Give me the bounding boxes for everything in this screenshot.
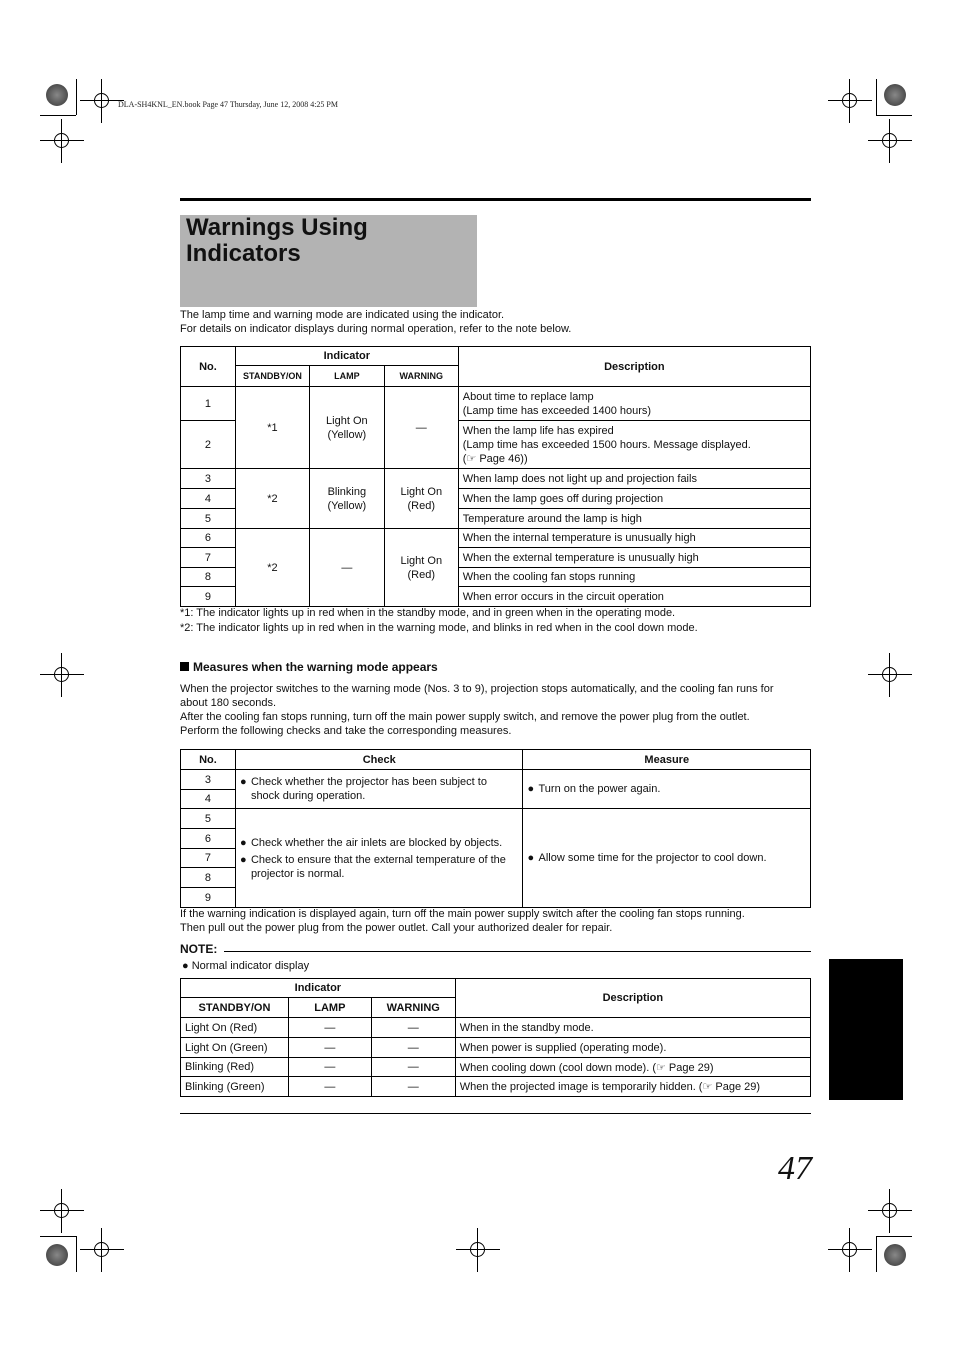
chapter-tab <box>829 959 903 1100</box>
check-cell <box>235 770 523 809</box>
book-file-header: DLA-SH4KNL_EN.book Page 47 Thursday, June 12, 2008 4:25 PM <box>118 100 338 109</box>
after-line: Then pull out the power plug from the power outlet. Call your authorized dealer for repair. <box>180 922 613 934</box>
crosshair-mark-icon <box>868 653 912 697</box>
row-no: 5 <box>181 509 236 529</box>
col-header-lamp: LAMP <box>288 998 371 1018</box>
page-title-box <box>180 215 477 307</box>
trim-line <box>40 1236 76 1237</box>
warning-indicator-table <box>180 346 811 607</box>
note-bullet-text: Normal indicator display <box>191 960 310 972</box>
bottom-rule <box>180 1113 811 1114</box>
section-line: After the cooling fan stops running, turn off the main power supply switch, and remove the power plug from the outlet. <box>180 711 750 723</box>
standby-cell: *1 <box>235 387 309 469</box>
trim-line <box>40 115 76 116</box>
col-header-check: Check <box>235 750 523 770</box>
trim-line <box>76 79 77 115</box>
lamp-cell: — <box>288 1058 371 1077</box>
trim-line <box>876 79 877 115</box>
note-bullet <box>182 959 309 973</box>
standby-cell: Blinking (Green) <box>181 1077 289 1097</box>
row-no: 6 <box>181 529 236 548</box>
standby-cell: Blinking (Red) <box>181 1058 289 1077</box>
normal-indicator-table <box>180 978 811 1097</box>
footnote-2: *2: The indicator lights up in red when in the warning mode, and blinks in red when in the cool down mode. <box>180 622 698 634</box>
warning-cell: — <box>371 1058 455 1077</box>
warning-cell: — <box>371 1038 455 1058</box>
square-bullet-icon <box>180 662 189 671</box>
footnotes <box>180 606 811 636</box>
measure-cell <box>523 770 811 809</box>
crosshair-mark-icon <box>40 119 84 163</box>
check-text: Check to ensure that the external temperature of the projector is normal. <box>250 853 506 880</box>
row-no: 9 <box>181 888 236 908</box>
crosshair-mark-icon <box>80 1228 124 1272</box>
section-heading-text: Measures when the warning mode appears <box>193 660 438 674</box>
row-no: 4 <box>181 489 236 509</box>
row-no: 8 <box>181 568 236 587</box>
lamp-cell: — <box>288 1077 371 1097</box>
col-header-description: Description <box>455 979 810 1018</box>
warning-cell: Light On (Red) <box>384 469 458 529</box>
note-label: NOTE: <box>180 942 218 956</box>
page-number: 47 <box>778 1150 812 1187</box>
crosshair-mark-icon <box>828 79 872 123</box>
crosshair-mark-icon <box>868 119 912 163</box>
standby-cell: *2 <box>235 529 309 607</box>
lamp-cell: — <box>288 1018 371 1038</box>
intro-line: For details on indicator displays during normal operation, refer to the note below. <box>180 323 572 335</box>
row-no: 3 <box>181 469 236 489</box>
check-cell <box>235 809 523 908</box>
warning-cell: — <box>384 387 458 469</box>
row-no: 2 <box>181 421 236 469</box>
warning-cell: — <box>371 1077 455 1097</box>
row-no: 9 <box>181 587 236 607</box>
crosshair-mark-icon <box>456 1228 500 1272</box>
measure-text: Turn on the power again. <box>538 783 661 795</box>
description-cell: When in the standby mode. <box>455 1018 810 1038</box>
top-rule <box>180 198 811 201</box>
row-no: 3 <box>181 770 236 790</box>
registration-disc-icon <box>46 1244 68 1266</box>
row-no: 6 <box>181 829 236 849</box>
row-no: 8 <box>181 868 236 888</box>
col-header-warning: WARNING <box>384 366 458 387</box>
page-title-line2: Indicators <box>186 240 301 267</box>
bullet-icon: ● <box>527 852 535 864</box>
row-no: 5 <box>181 809 236 829</box>
crosshair-mark-icon <box>40 1189 84 1233</box>
bullet-icon: ● <box>239 776 247 788</box>
col-header-indicator: Indicator <box>181 979 456 998</box>
description-cell: When the projected image is temporarily hidden. (☞ Page 29) <box>455 1077 810 1097</box>
section-heading <box>180 660 438 674</box>
note-rule <box>224 951 811 952</box>
check-text: Check whether the projector has been subject to shock during operation. <box>250 776 487 802</box>
description-cell: Temperature around the lamp is high <box>458 509 810 529</box>
lamp-cell: — <box>288 1038 371 1058</box>
col-header-lamp: LAMP <box>309 366 384 387</box>
bullet-icon: ● <box>527 783 535 795</box>
bullet-icon: ● <box>182 960 189 972</box>
intro-line: The lamp time and warning mode are indicated using the indicator. <box>180 309 505 321</box>
lamp-cell: Light On (Yellow) <box>309 387 384 469</box>
section-line: about 180 seconds. <box>180 697 277 709</box>
standby-cell: Light On (Red) <box>181 1018 289 1038</box>
registration-disc-icon <box>46 84 68 106</box>
trim-line <box>876 1236 912 1237</box>
description-cell: About time to replace lamp (Lamp time has exceeded 1400 hours) <box>458 387 810 421</box>
description-cell: When the internal temperature is unusually high <box>458 529 810 548</box>
after-line: If the warning indication is displayed again, turn off the main power supply switch after the cooling fan stops running. <box>180 908 745 920</box>
bullet-icon: ● <box>239 853 247 866</box>
section-line: When the projector switches to the warning mode (Nos. 3 to 9), projection stops automatically, and the cooling fan runs for <box>180 683 774 695</box>
row-no: 7 <box>181 849 236 868</box>
warning-cell: — <box>371 1018 455 1038</box>
section-paragraph <box>180 682 811 738</box>
description-cell: When error occurs in the circuit operation <box>458 587 810 607</box>
after-paragraph <box>180 907 811 935</box>
registration-disc-icon <box>884 84 906 106</box>
col-header-warning: WARNING <box>371 998 455 1018</box>
col-header-no: No. <box>181 347 236 387</box>
description-cell: When lamp does not light up and projection fails <box>458 469 810 489</box>
crosshair-mark-icon <box>868 1189 912 1233</box>
description-cell: When the cooling fan stops running <box>458 568 810 587</box>
standby-cell: *2 <box>235 469 309 529</box>
row-no: 1 <box>181 387 236 421</box>
bullet-icon: ● <box>239 836 247 849</box>
trim-line <box>876 1236 877 1272</box>
col-header-measure: Measure <box>523 750 811 770</box>
lamp-cell: — <box>309 529 384 607</box>
row-no: 4 <box>181 790 236 809</box>
trim-line <box>876 115 912 116</box>
col-header-standby: STANDBY/ON <box>181 998 289 1018</box>
check-measure-table <box>180 749 811 908</box>
measure-text: Allow some time for the projector to cool down. <box>538 852 767 864</box>
description-cell: When power is supplied (operating mode). <box>455 1038 810 1058</box>
footnote-1: *1: The indicator lights up in red when in the standby mode, and in green when in the operating mode. <box>180 607 676 619</box>
description-cell: When cooling down (cool down mode). (☞ Page 29) <box>455 1058 810 1077</box>
section-line: Perform the following checks and take the corresponding measures. <box>180 725 512 737</box>
measure-cell <box>523 809 811 908</box>
check-text: Check whether the air inlets are blocked by objects. <box>250 836 503 849</box>
trim-line <box>76 1236 77 1272</box>
warning-cell: Light On (Red) <box>384 529 458 607</box>
page-title-line1: Warnings Using <box>186 214 368 241</box>
description-cell: When the lamp life has expired (Lamp time has exceeded 1500 hours. Message displayed. (☞ Page 46)) <box>458 421 810 469</box>
crosshair-mark-icon <box>40 653 84 697</box>
intro-paragraph <box>180 308 811 336</box>
col-header-standby: STANDBY/ON <box>235 366 309 387</box>
row-no: 7 <box>181 548 236 568</box>
registration-disc-icon <box>884 1244 906 1266</box>
description-cell: When the external temperature is unusually high <box>458 548 810 568</box>
col-header-no: No. <box>181 750 236 770</box>
description-cell: When the lamp goes off during projection <box>458 489 810 509</box>
lamp-cell: Blinking (Yellow) <box>309 469 384 529</box>
standby-cell: Light On (Green) <box>181 1038 289 1058</box>
crosshair-mark-icon <box>828 1228 872 1272</box>
col-header-indicator: Indicator <box>235 347 458 366</box>
col-header-description: Description <box>458 347 810 387</box>
